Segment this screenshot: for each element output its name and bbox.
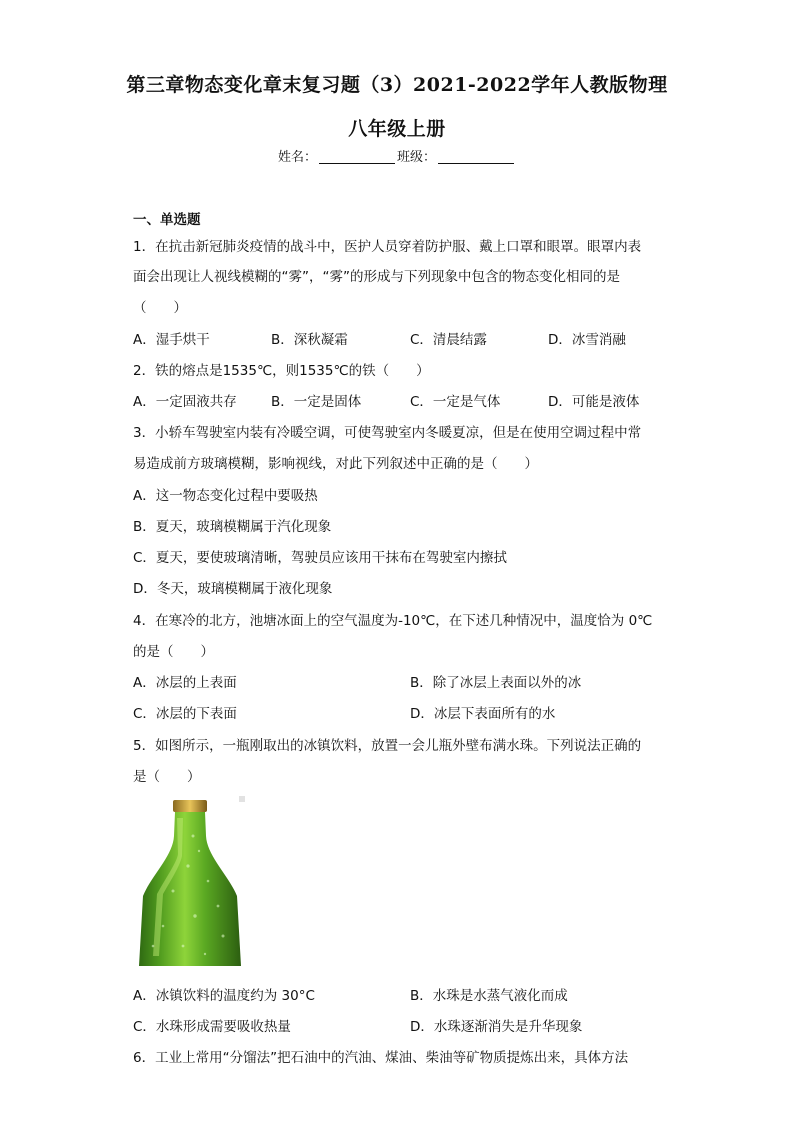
bottle-cap bbox=[173, 800, 207, 812]
class-blank[interactable] bbox=[438, 149, 514, 164]
question-4-line1: 4．在寒冷的北方，池塘冰面上的空气温度为-10℃，在下述几种情况中，温度恰为 0℃ bbox=[133, 613, 653, 629]
document-title-line2: 八年级上册 bbox=[348, 118, 446, 140]
section-heading: 一、单选题 bbox=[133, 212, 201, 228]
question-2-line1: 2．铁的熔点是1535℃，则1535℃的铁（ ） bbox=[133, 363, 430, 379]
question-1-line1: 1．在抗击新冠肺炎疫情的战斗中，医护人员穿着防护服、戴上口罩和眼罩。眼罩内表 bbox=[133, 239, 642, 255]
q2-option-a: A．一定固液共存 bbox=[133, 394, 237, 410]
q2-option-b: B．一定是固体 bbox=[271, 394, 362, 410]
question-1-line2: 面会出现让人视线模糊的“雾”，“雾”的形成与下列现象中包含的物态变化相同的是 bbox=[133, 269, 620, 285]
q3-option-d: D．冬天，玻璃模糊属于液化现象 bbox=[133, 581, 333, 597]
name-blank[interactable] bbox=[319, 149, 395, 164]
question-5-line2: 是（ ） bbox=[133, 769, 201, 785]
q5-option-b: B．水珠是水蒸气液化而成 bbox=[410, 988, 568, 1004]
q4-option-b: B．除了冰层上表面以外的冰 bbox=[410, 675, 582, 691]
document-title-line1: 第三章物态变化章末复习题（3）2021-2022学年人教版物理 bbox=[126, 74, 668, 96]
q1-option-d: D．冰雪消融 bbox=[548, 332, 626, 348]
q3-option-c: C．夏天，要使玻璃清晰，驾驶员应该用干抹布在驾驶室内擦拭 bbox=[133, 550, 507, 566]
q4-option-c: C．冰层的下表面 bbox=[133, 706, 237, 722]
q2-option-d: D．可能是液体 bbox=[548, 394, 640, 410]
question-3-line1: 3．小轿车驾驶室内装有冷暖空调，可使驾驶室内冬暖夏凉，但是在使用空调过程中常 bbox=[133, 425, 642, 441]
name-label: 姓名： bbox=[277, 150, 317, 165]
q4-option-d: D．冰层下表面所有的水 bbox=[410, 706, 556, 722]
question-5-line1: 5．如图所示，一瓶刚取出的冰镇饮料，放置一会儿瓶外壁布满水珠。下列说法正确的 bbox=[133, 738, 642, 754]
q5-option-a: A．冰镇饮料的温度约为 30°C bbox=[133, 988, 315, 1004]
q3-option-b: B．夏天，玻璃模糊属于汽化现象 bbox=[133, 519, 332, 535]
q1-option-b: B．深秋凝霜 bbox=[271, 332, 348, 348]
q2-option-c: C．一定是气体 bbox=[410, 394, 501, 410]
name-class-bar bbox=[0, 146, 794, 165]
q4-option-a: A．冰层的上表面 bbox=[133, 675, 237, 691]
q5-option-c: C．水珠形成需要吸收热量 bbox=[133, 1019, 291, 1035]
class-label: 班级： bbox=[397, 150, 437, 165]
question-6-line1: 6．工业上常用“分馏法”把石油中的汽油、煤油、柴油等矿物质提炼出来，具体方法 bbox=[133, 1050, 629, 1066]
question-1-line3: （ ） bbox=[133, 300, 187, 316]
q1-option-a: A．湿手烘干 bbox=[133, 332, 210, 348]
question-4-line2: 的是（ ） bbox=[133, 644, 214, 660]
q3-option-a: A．这一物态变化过程中要吸热 bbox=[133, 488, 318, 504]
question-3-line2: 易造成前方玻璃模糊，影响视线，对此下列叙述中正确的是（ ） bbox=[133, 456, 538, 472]
q1-option-c: C．清晨结露 bbox=[410, 332, 487, 348]
q5-option-d: D．水珠逐渐消失是升华现象 bbox=[410, 1019, 583, 1035]
bottle-image bbox=[133, 796, 247, 966]
